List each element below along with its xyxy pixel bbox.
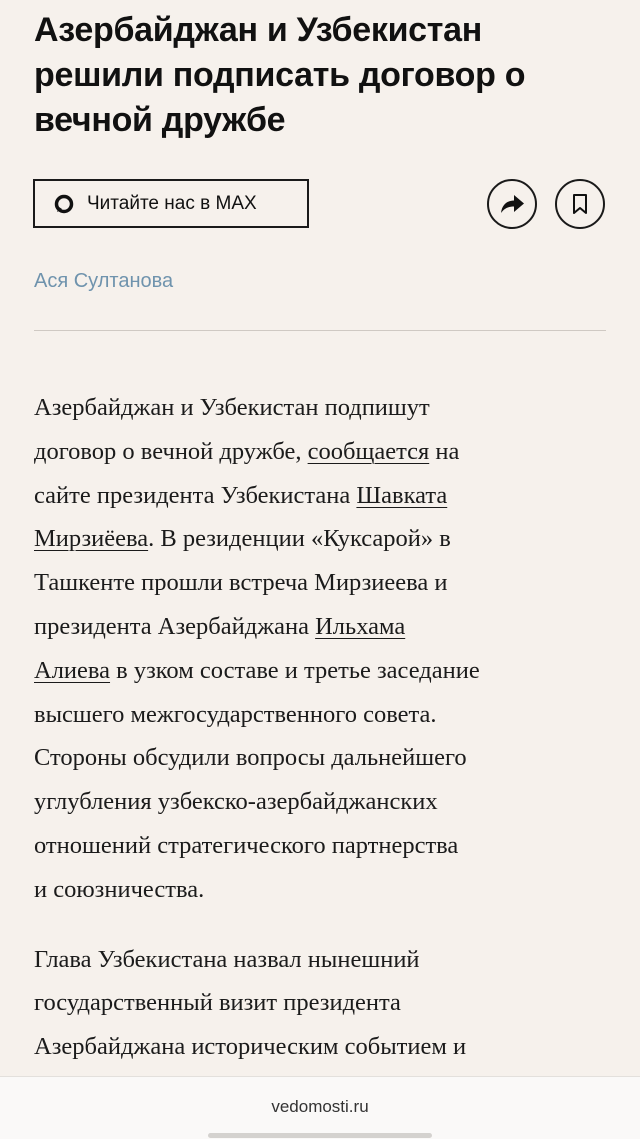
text-fragment: в узком составе и третье заседание [110, 656, 480, 684]
bookmark-button[interactable] [555, 179, 605, 229]
max-logo-icon [53, 193, 75, 215]
text-line: Азербайджан и Узбекистан подпишут [34, 394, 430, 421]
text-line: Азербайджана историческим событием и [34, 1033, 467, 1061]
browser-bottom-bar [0, 1076, 640, 1139]
text-line: государственный визит президента [34, 989, 401, 1017]
author-link[interactable]: Ася Султанова [34, 270, 174, 292]
url-label[interactable]: vedomosti.ru [271, 1097, 369, 1116]
text-line: высшего межгосударственного совета. [34, 700, 437, 728]
source-link[interactable]: сообщается [307, 437, 430, 465]
mirziyoyev-link[interactable]: Мирзиёева [34, 525, 149, 553]
article-headline [34, 8, 614, 143]
article-paragraph [34, 938, 614, 1069]
text-line [34, 649, 614, 693]
text-fragment: . В резиденции «Куксарой» в [148, 525, 451, 553]
text-line: Ташкенте прошли встреча Мирзиеева и [34, 569, 448, 597]
article-body [34, 386, 614, 1095]
text-line: и союзничества. [34, 875, 205, 903]
mirziyoyev-link[interactable]: Шавката [356, 481, 448, 509]
text-line [34, 474, 614, 518]
text-line [34, 605, 614, 649]
read-us-in-max-button[interactable] [33, 179, 309, 228]
text-line: Стороны обсудили вопросы дальнейшего [34, 744, 467, 772]
text-line: углубления узбекско-азербайджанских [34, 788, 438, 816]
headline-line: Азербайджан и Узбекистан [34, 11, 482, 49]
aliyev-link[interactable]: Алиева [34, 656, 111, 684]
share-button[interactable] [487, 179, 537, 229]
divider [34, 330, 606, 331]
text-fragment: президента Азербайджана [34, 612, 316, 640]
max-button-label: Читайте нас в MAX [87, 192, 257, 214]
headline-line: решили подписать договор о [34, 56, 526, 94]
text-line [34, 430, 614, 474]
headline-line: вечной дружбе [34, 101, 286, 139]
share-arrow-icon [498, 192, 526, 216]
article-paragraph [34, 386, 614, 912]
text-line: отношений стратегического партнерства [34, 831, 459, 859]
text-fragment: сайте президента Узбекистана [34, 481, 357, 509]
home-indicator[interactable] [208, 1133, 432, 1138]
text-line: Глава Узбекистана назвал нынешний [34, 945, 420, 973]
text-fragment: на [429, 437, 460, 465]
bookmark-icon [571, 193, 589, 215]
aliyev-link[interactable]: Ильхама [315, 612, 406, 640]
text-line [34, 517, 614, 561]
text-fragment: договор о вечной дружбе, [34, 437, 308, 465]
